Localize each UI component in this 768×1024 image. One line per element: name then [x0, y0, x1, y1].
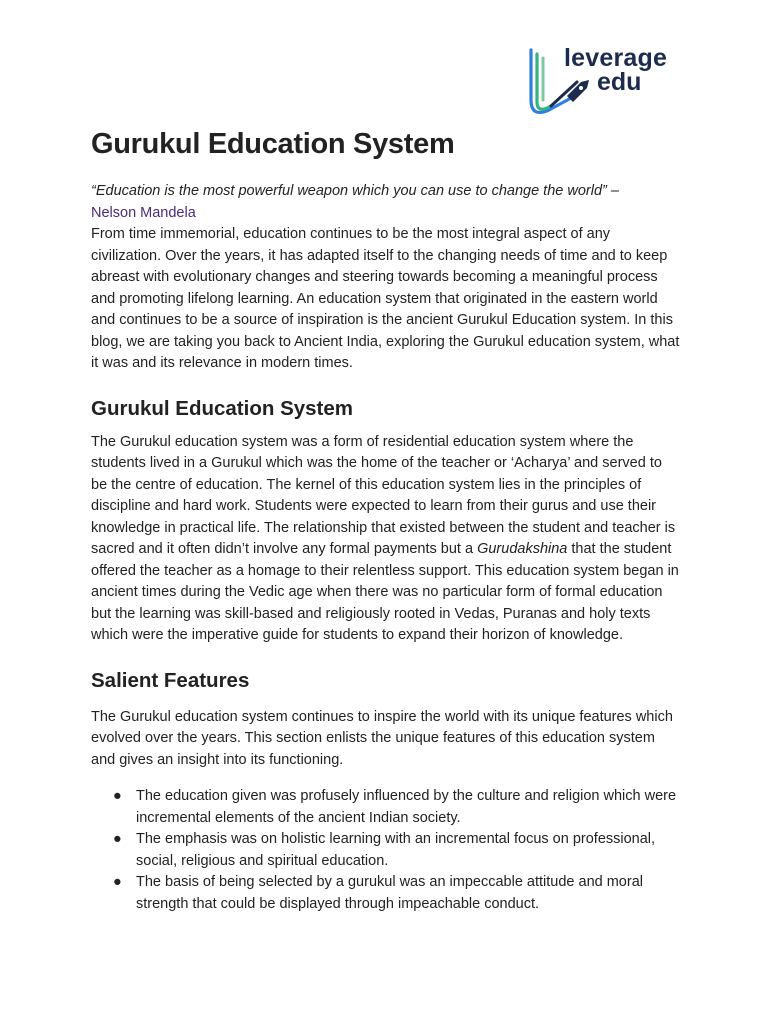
features-list — [91, 786, 681, 915]
bullet-icon: ● — [113, 788, 122, 804]
list-item — [91, 786, 681, 829]
list-item — [91, 872, 681, 915]
gurudakshina-term: Gurudakshina — [477, 541, 568, 557]
page-title: Gurukul Education System — [91, 128, 455, 160]
list-item — [91, 829, 681, 872]
logo-text-edu: edu — [597, 68, 642, 96]
intro-paragraph: From time immemorial, education continues to be the most integral aspect of any civilization. Over the years, it has adapted itself to the changing needs of time and to keep abreast with evolutionary changes and steering towards becoming a meaningful process and promoting lifelong learning. An education system that originated in the eastern world and continues to be a source of inspiration is the ancient Gurukul Education system. In this blog, we are taking you back to Ancient India, exploring the Gurukul education system, what it was and its relevance in modern times. — [91, 226, 680, 371]
list-item-text: The emphasis was on holistic learning with an incremental focus on professional, social, religious and spiritual education. — [136, 831, 656, 869]
section-heading-gurukul: Gurukul Education System — [91, 396, 353, 420]
bullet-icon: ● — [113, 831, 122, 847]
section-paragraph-features: The Gurukul education system continues to inspire the world with its unique features which evolved over the years. This section enlists the unique features of this education system and gives an insight into its functioning. — [91, 708, 673, 768]
leverage-edu-logo — [527, 44, 687, 124]
quote-author: Nelson Mandela — [91, 204, 196, 221]
paragraph-text-start: The Gurukul education system was a form of residential education system where the students lived in a Gurukul which was the home of the teacher or ‘Acharya’ and served to be the centre of education. The kernel of this education system lies in the principles of discipline and hard work. Students were expected to learn from their gurus and use their knowledge in practical life. The relationship that existed between the student and teacher is sacred and it often didn’t involve any formal payments but a — [91, 433, 676, 557]
list-item-text: The education given was profusely influenced by the culture and religion which were incremental elements of the ancient Indian society. — [136, 788, 677, 826]
paragraph-text-end: that the student offered the teacher as a homage to their relentless support. This education system began in ancient times during the Vedic age when there was no particular form of formal education but the learning was skill-based and religiously rooted in Vedas, Puranas and holy texts which were the imperative guide for students to expand their horizon of knowledge. — [91, 541, 679, 643]
quote-text: “Education is the most powerful weapon which you can use to change the world” – — [91, 183, 619, 199]
section-heading-features: Salient Features — [91, 668, 250, 692]
section-paragraph-gurukul — [91, 432, 681, 647]
logo-text-leverage: leverage — [564, 44, 668, 72]
article — [91, 124, 681, 915]
bullet-icon: ● — [113, 874, 122, 890]
list-item-text: The basis of being selected by a gurukul was an impeccable attitude and moral strength that could be displayed through impeachable conduct. — [136, 874, 643, 912]
